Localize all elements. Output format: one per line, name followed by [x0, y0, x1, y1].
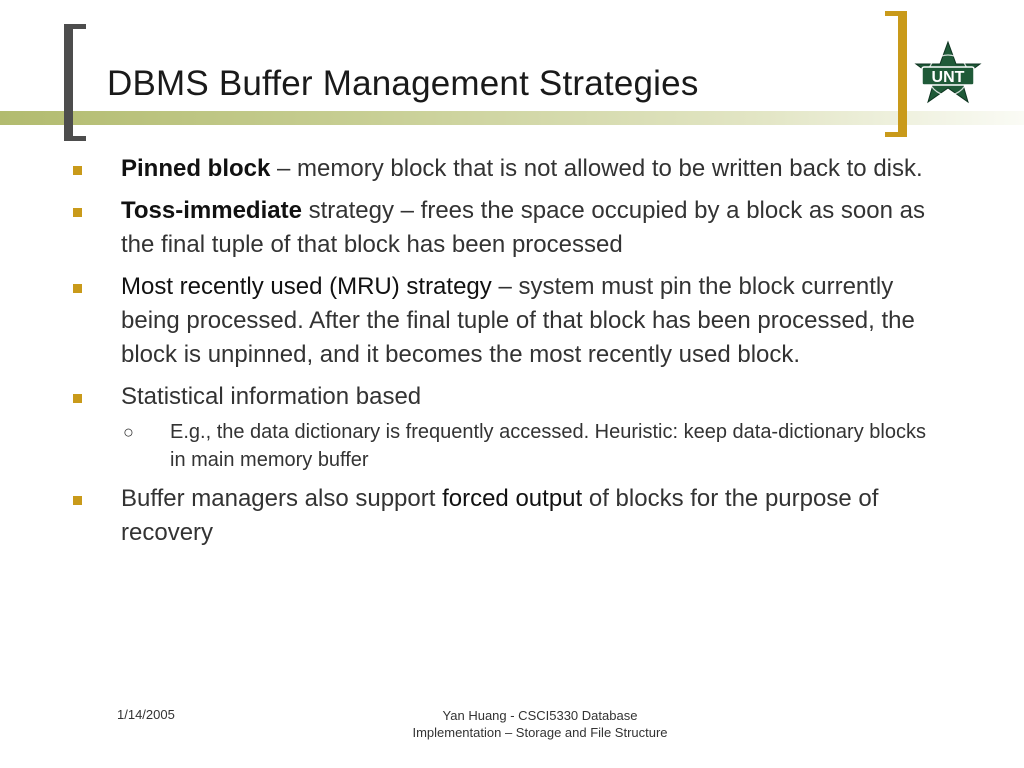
- bullet-forced-output: [72, 482, 942, 550]
- sub-bullet-text: E.g., the data dictionary is frequently accessed. Heuristic: keep data-dictionary blocks in main memory buffer: [170, 421, 926, 471]
- bullet-term: Pinned block: [121, 155, 271, 182]
- footer-line-2: Implementation – Storage and File Structure: [412, 725, 668, 740]
- bullet-toss-immediate: [72, 194, 942, 262]
- footer-date: 1/14/2005: [117, 707, 175, 722]
- bullet-term: Most recently used (MRU) strategy: [121, 273, 492, 300]
- bullet-marker: [73, 284, 82, 293]
- slide-title: DBMS Buffer Management Strategies: [107, 64, 699, 103]
- bullet-text: strategy – frees the space occupied by a block as soon as the final tuple of that block has been processed: [121, 197, 925, 258]
- bullet-term: forced output: [442, 485, 583, 512]
- bullet-statistical: [72, 380, 942, 414]
- bullet-pinned-block: [72, 152, 942, 186]
- bullet-text: – system must pin the block currently being processed. After the final tuple of that block has been processed, the block is unpinned, and it becomes the most recently used block.: [121, 273, 915, 368]
- title-underline-band: [0, 111, 1024, 125]
- bullet-marker: [73, 208, 82, 217]
- sub-bullet-data-dictionary: [123, 418, 942, 474]
- bullet-text-before: Buffer managers also support: [121, 485, 443, 512]
- bullet-marker: [73, 166, 82, 175]
- bullet-marker: [73, 394, 82, 403]
- bullet-text: Statistical information based: [121, 383, 422, 410]
- left-bracket-decoration: [64, 24, 86, 141]
- bullet-text: – memory block that is not allowed to be written back to disk.: [270, 155, 923, 182]
- bullet-mru-strategy: [72, 270, 942, 372]
- svg-text:UNT: UNT: [931, 69, 965, 86]
- footer-course-info: [370, 707, 710, 741]
- sub-bullet-circle-icon: ○: [123, 422, 134, 442]
- bullet-term: Toss-immediate: [121, 197, 302, 224]
- footer-line-1: Yan Huang - CSCI5330 Database: [442, 708, 638, 723]
- slide-body: [72, 152, 942, 558]
- bullet-text-after: of blocks for the purpose of recovery: [121, 485, 879, 546]
- unt-logo: [908, 40, 988, 110]
- right-bracket-decoration: [885, 11, 907, 137]
- bullet-marker: [73, 496, 82, 505]
